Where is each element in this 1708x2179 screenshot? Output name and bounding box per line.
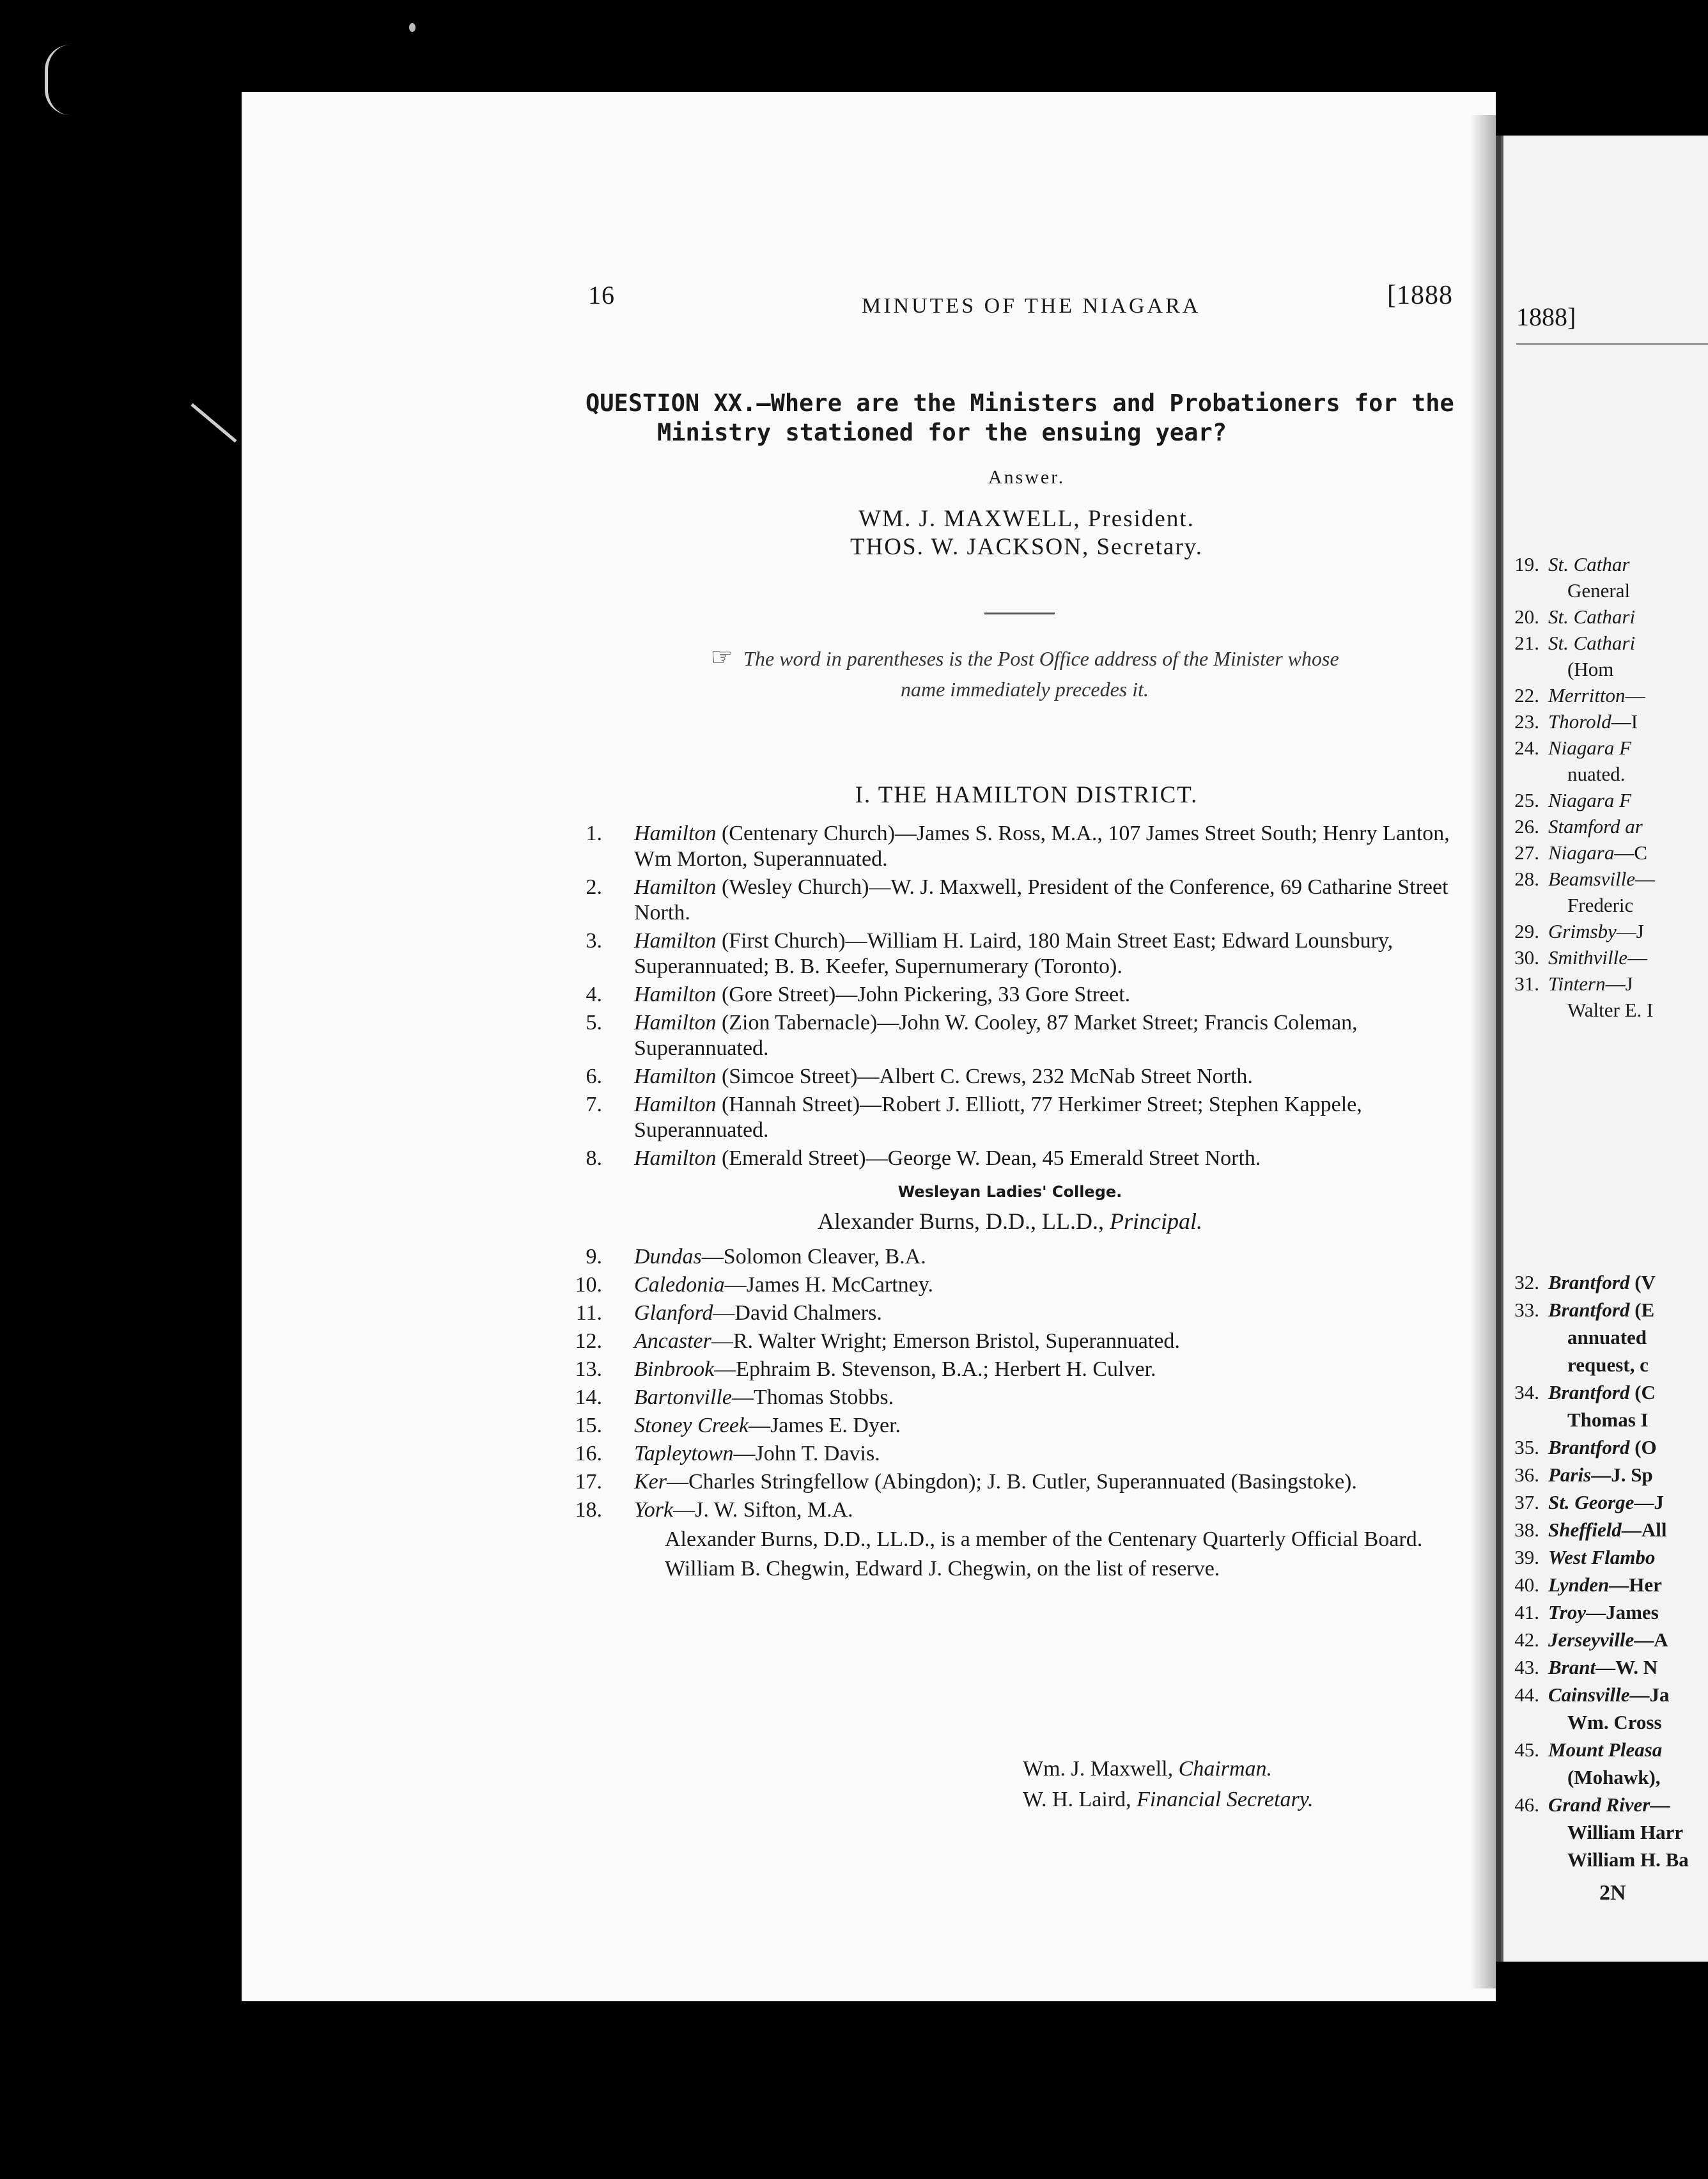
entry-place: Stamford ar — [1548, 815, 1643, 838]
station-entry — [563, 1497, 1457, 1523]
college-principal: Alexander Burns, D.D., LL.D., — [818, 1208, 1110, 1234]
station-entry — [563, 1244, 1457, 1270]
entry-number: 45. — [1514, 1738, 1539, 1761]
entry-detail: —James H. McCartney. — [724, 1273, 934, 1297]
entry-detail: —J — [1616, 920, 1644, 942]
entry-continuation: General — [1567, 579, 1631, 602]
station-entry — [563, 1146, 1457, 1171]
entry-continuation: annuated — [1567, 1326, 1647, 1348]
note-line-1: The word in parentheses is the Post Office address of the Minister whose — [743, 647, 1339, 670]
entry-place: St. Cathar — [1548, 553, 1630, 575]
entry-detail: (E — [1629, 1299, 1655, 1321]
entry-number: 21. — [1514, 632, 1539, 654]
entry-number: 23. — [1514, 710, 1539, 733]
station-entry — [1503, 604, 1708, 630]
entry-place: Cainsville — [1548, 1683, 1630, 1706]
right-entries-a — [1503, 551, 1708, 1023]
entry-number: 19. — [1514, 553, 1539, 575]
right-page — [1496, 136, 1708, 1962]
entry-number: 26. — [1514, 815, 1539, 838]
station-entry — [563, 982, 1457, 1008]
secretary-name: W. H. Laird, — [1023, 1788, 1137, 1811]
entry-detail: —A — [1634, 1628, 1668, 1651]
entry-number: 12. — [575, 1329, 602, 1353]
entry-place: Mount Pleasa — [1548, 1738, 1663, 1761]
chairman-name: Wm. J. Maxwell, — [1023, 1757, 1179, 1781]
page-number: 16 — [588, 281, 615, 309]
entry-number: 38. — [1514, 1519, 1539, 1541]
entry-detail: — — [1650, 1793, 1670, 1816]
entry-detail: (C — [1629, 1381, 1656, 1403]
entry-number: 9. — [586, 1245, 602, 1269]
entry-place: St. George — [1548, 1491, 1634, 1513]
entry-number: 39. — [1514, 1546, 1539, 1568]
entry-number: 14. — [575, 1386, 602, 1409]
station-entry — [563, 1385, 1457, 1410]
entry-place: Niagara F — [1548, 789, 1632, 811]
scan-bracket-mark — [45, 45, 74, 115]
entry-detail: (O — [1629, 1436, 1657, 1458]
station-entry — [563, 1010, 1457, 1061]
entry-number: 6. — [586, 1065, 602, 1088]
right-entries-b — [1503, 1269, 1708, 1873]
station-entry — [563, 1092, 1457, 1143]
president-line: WM. J. MAXWELL, President. — [858, 506, 1195, 532]
station-entry — [1503, 787, 1708, 813]
entry-detail: —Charles Stringfellow (Abingdon); J. B. Cutler, Superannuated (Basingstoke). — [667, 1470, 1357, 1494]
question-heading — [586, 389, 1468, 448]
entry-place: Ker — [634, 1470, 667, 1494]
station-entry — [563, 1300, 1457, 1326]
entry-place: Grand River — [1548, 1793, 1650, 1816]
station-entry — [1503, 1269, 1708, 1296]
entry-continuation: Walter E. I — [1567, 999, 1654, 1021]
entry-number: 10. — [575, 1273, 602, 1297]
entry-place: St. Cathari — [1548, 632, 1636, 654]
station-entry — [1503, 1488, 1708, 1516]
entry-number: 8. — [586, 1146, 602, 1170]
entry-detail: (Centenary Church)—James S. Ross, M.A., 107 James Street South; Henry Lanton, Wm Morton, Superannuated. — [634, 822, 1450, 871]
station-entry — [1503, 1378, 1708, 1406]
station-entry — [1503, 918, 1708, 944]
station-entry — [1503, 1598, 1708, 1626]
scan-scratch-mark — [190, 403, 237, 443]
entry-place: Brantford — [1548, 1381, 1630, 1403]
question-text-2: Ministry stationed for the ensuing year? — [657, 419, 1227, 446]
entry-place: Ancaster — [634, 1329, 711, 1353]
entry-place: Tapleytown — [634, 1442, 734, 1465]
entry-place: West Flambo — [1548, 1546, 1656, 1568]
address-note — [580, 642, 1469, 705]
station-entry — [1503, 1653, 1708, 1681]
entry-number: 30. — [1514, 946, 1539, 969]
entry-place: Hamilton — [634, 929, 717, 953]
entry-number: 29. — [1514, 920, 1539, 942]
scan-dust-mark — [409, 23, 415, 32]
entry-continuation: request, c — [1567, 1354, 1649, 1376]
station-entry — [1503, 840, 1708, 866]
entry-detail: (V — [1629, 1271, 1656, 1293]
station-entry — [1503, 1461, 1708, 1488]
entry-place: Brantford — [1548, 1436, 1630, 1458]
right-page-year: 1888] — [1516, 302, 1576, 331]
entry-continuation: Thomas I — [1567, 1409, 1649, 1431]
entry-place: Paris — [1548, 1464, 1592, 1486]
entry-number: 16. — [575, 1442, 602, 1465]
station-entry — [1503, 1516, 1708, 1543]
station-entry — [563, 1469, 1457, 1495]
station-entry — [1503, 1736, 1708, 1763]
entry-detail: —J — [1605, 972, 1633, 995]
entry-place: Brant — [1548, 1656, 1596, 1678]
entry-number: 13. — [575, 1357, 602, 1381]
station-entry — [1503, 813, 1708, 840]
entry-continuation: nuated. — [1567, 763, 1626, 785]
entry-detail: —J — [1634, 1491, 1664, 1513]
entry-number: 34. — [1514, 1381, 1539, 1403]
note-paragraph-1: Alexander Burns, D.D., LL.D., is a member of the Centenary Quarterly Official Board. — [665, 1527, 1423, 1551]
entry-detail: —C — [1614, 841, 1648, 864]
entry-detail: (First Church)—William H. Laird, 180 Main Street East; Edward Lounsbury, Superannuated; B. B. Keefer, Supernumerary (Toronto). — [634, 929, 1394, 978]
entry-number: 36. — [1514, 1464, 1539, 1486]
entry-number: 15. — [575, 1414, 602, 1437]
entry-number: 2. — [586, 875, 602, 899]
station-entry — [1503, 1681, 1708, 1708]
entry-place: Binbrook — [634, 1357, 715, 1381]
circuit-entries — [563, 1244, 1457, 1523]
entry-detail: (Simcoe Street)—Albert C. Crews, 232 McNab Street North. — [716, 1065, 1253, 1088]
entry-detail: —All — [1621, 1519, 1667, 1541]
entry-number: 18. — [575, 1498, 602, 1522]
entry-number: 44. — [1514, 1683, 1539, 1706]
entry-number: 28. — [1514, 868, 1539, 890]
entry-number: 5. — [586, 1011, 602, 1035]
entry-detail: —James — [1586, 1601, 1659, 1623]
entry-detail: —Her — [1609, 1574, 1662, 1596]
station-entry — [1503, 630, 1708, 656]
secretary-line: THOS. W. JACKSON, Secretary. — [850, 534, 1204, 560]
entry-number: 25. — [1514, 789, 1539, 811]
signature-secretary — [1023, 1788, 1314, 1812]
entry-detail: (Gore Street)—John Pickering, 33 Gore Street. — [716, 983, 1131, 1006]
entry-number: 4. — [586, 983, 602, 1006]
entry-number: 22. — [1514, 684, 1539, 707]
station-entry — [563, 1441, 1457, 1467]
question-text-1: —Where are the Ministers and Probationers for the — [756, 389, 1454, 417]
district-heading: I. THE HAMILTON DISTRICT. — [855, 782, 1199, 808]
section-divider — [984, 613, 1055, 614]
right-header-rule — [1516, 343, 1708, 345]
entry-place: Grimsby — [1548, 920, 1617, 942]
entry-detail: (Zion Tabernacle)—John W. Cooley, 87 Market Street; Francis Coleman, Superannuated. — [634, 1011, 1358, 1060]
entry-place: Niagara F — [1548, 737, 1632, 759]
station-entry — [1503, 1296, 1708, 1324]
entry-detail: —I — [1611, 710, 1638, 733]
entry-detail: — — [1627, 946, 1647, 969]
entry-detail: —James E. Dyer. — [749, 1414, 901, 1437]
entry-number: 11. — [575, 1301, 602, 1325]
entry-place: Smithville — [1548, 946, 1627, 969]
station-entry — [1503, 735, 1708, 761]
header-year: [1888 — [1387, 281, 1453, 310]
entry-detail: —David Chalmers. — [713, 1301, 882, 1325]
college-principal-line — [563, 1208, 1457, 1234]
entry-number: 33. — [1514, 1299, 1539, 1321]
entry-detail: (Emerald Street)—George W. Dean, 45 Emerald Street North. — [716, 1146, 1261, 1170]
entry-place: Caledonia — [634, 1273, 725, 1297]
station-entry — [1503, 1433, 1708, 1461]
station-entry — [1503, 1571, 1708, 1598]
entry-number: 42. — [1514, 1628, 1539, 1651]
entry-detail: —J. Sp — [1591, 1464, 1653, 1486]
entry-place: Dundas — [634, 1245, 702, 1269]
entry-place: Hamilton — [634, 983, 717, 1006]
entry-place: Hamilton — [634, 1146, 717, 1170]
entry-place: Niagara — [1548, 841, 1615, 864]
entry-number: 31. — [1514, 972, 1539, 995]
station-list — [563, 821, 1457, 1586]
entry-place: Hamilton — [634, 1065, 717, 1088]
chairman-role: Chairman. — [1178, 1757, 1273, 1781]
station-entry — [563, 875, 1457, 926]
entry-detail: —Ja — [1629, 1683, 1670, 1706]
entry-place: Brantford — [1548, 1299, 1630, 1321]
entry-number: 46. — [1514, 1793, 1539, 1816]
entry-place: Troy — [1548, 1601, 1587, 1623]
entry-number: 32. — [1514, 1271, 1539, 1293]
entry-number: 40. — [1514, 1574, 1539, 1596]
entry-continuation: Frederic — [1567, 894, 1634, 916]
entry-place: Hamilton — [634, 822, 717, 845]
entry-detail: — — [1635, 868, 1656, 890]
entry-place: Hamilton — [634, 875, 717, 899]
entry-number: 3. — [586, 929, 602, 953]
entry-place: Beamsville — [1548, 868, 1636, 890]
entry-number: 43. — [1514, 1656, 1539, 1678]
entry-place: Hamilton — [634, 1011, 717, 1035]
station-entry — [563, 1329, 1457, 1354]
entry-continuation: (Hom — [1567, 658, 1614, 680]
running-title: MINUTES OF THE NIAGARA — [862, 294, 1201, 318]
answer-label: Answer. — [988, 467, 1066, 488]
entry-detail: —Ephraim B. Stevenson, B.A.; Herbert H. Culver. — [714, 1357, 1156, 1381]
entry-place: Hamilton — [634, 1093, 717, 1116]
note-line-2: name immediately precedes it. — [900, 678, 1149, 701]
entry-place: Glanford — [634, 1301, 713, 1325]
entry-number: 35. — [1514, 1436, 1539, 1458]
entry-detail: —John T. Davis. — [733, 1442, 880, 1465]
station-entry — [1503, 1791, 1708, 1818]
station-entry — [1503, 944, 1708, 971]
entry-number: 17. — [575, 1470, 602, 1494]
station-entry — [563, 1413, 1457, 1439]
question-lead: QUESTION XX. — [586, 389, 757, 417]
entry-place: York — [634, 1498, 674, 1522]
station-entry — [563, 1357, 1457, 1382]
entry-place: Brantford — [1548, 1271, 1630, 1293]
entry-continuation: Wm. Cross — [1567, 1711, 1662, 1733]
college-role: Principal. — [1109, 1208, 1202, 1234]
entry-detail: —W. N — [1595, 1656, 1658, 1678]
entry-place: Sheffield — [1548, 1519, 1622, 1541]
entry-detail: (Wesley Church)—W. J. Maxwell, President of the Conference, 69 Catharine Street North. — [634, 875, 1448, 925]
entry-detail: —J. W. Sifton, M.A. — [673, 1498, 853, 1522]
gutter-shadow — [1470, 115, 1501, 1988]
entry-place: Bartonville — [634, 1386, 732, 1409]
station-entry — [1503, 708, 1708, 735]
station-entry — [1503, 682, 1708, 708]
entry-place: Lynden — [1548, 1574, 1610, 1596]
station-entry — [1503, 551, 1708, 577]
entry-detail: — — [1625, 684, 1645, 707]
entry-number: 41. — [1514, 1601, 1539, 1623]
secretary-role: Financial Secretary. — [1137, 1788, 1314, 1811]
entry-detail: —Thomas Stobbs. — [731, 1386, 894, 1409]
station-entry — [1503, 866, 1708, 892]
pointing-hand-icon: ☞ — [710, 643, 734, 671]
hamilton-city-entries — [563, 821, 1457, 1171]
entry-place: St. Cathari — [1548, 605, 1636, 628]
station-entry — [1503, 1626, 1708, 1653]
entry-continuation: (Mohawk), — [1567, 1766, 1661, 1788]
entry-detail: —R. Walter Wright; Emerson Bristol, Superannuated. — [711, 1329, 1180, 1353]
note-paragraph-2: William B. Chegwin, Edward J. Chegwin, on the list of reserve. — [665, 1557, 1220, 1581]
entry-number: 37. — [1514, 1491, 1539, 1513]
entry-detail: —Solomon Cleaver, B.A. — [701, 1245, 926, 1269]
entry-place: Tintern — [1548, 972, 1606, 995]
entry-place: Merritton — [1548, 684, 1626, 707]
entry-number: 7. — [586, 1093, 602, 1116]
entry-number: 27. — [1514, 841, 1539, 864]
officers-block — [586, 505, 1468, 561]
college-heading: Wesleyan Ladies' College. — [897, 1183, 1122, 1201]
signature-chairman — [1023, 1757, 1272, 1781]
entry-place: Jerseyville — [1548, 1628, 1634, 1651]
station-entry — [1503, 971, 1708, 997]
entry-detail: (Hannah Street)—Robert J. Elliott, 77 Herkimer Street; Stephen Kappele, Superannuated. — [634, 1093, 1362, 1142]
entry-continuation: William H. Ba — [1567, 1848, 1689, 1871]
station-entry — [1503, 1543, 1708, 1571]
entry-place: Stoney Creek — [634, 1414, 749, 1437]
entry-continuation: William Harr — [1567, 1821, 1684, 1843]
station-entry — [563, 821, 1457, 872]
signature-mark: 2N — [1599, 1881, 1626, 1905]
station-entry — [563, 1272, 1457, 1298]
station-entry — [563, 928, 1457, 980]
entry-number: 20. — [1514, 605, 1539, 628]
entry-number: 24. — [1514, 737, 1539, 759]
entry-number: 1. — [586, 822, 602, 845]
station-entry — [563, 1064, 1457, 1090]
entry-place: Thorold — [1548, 710, 1611, 733]
